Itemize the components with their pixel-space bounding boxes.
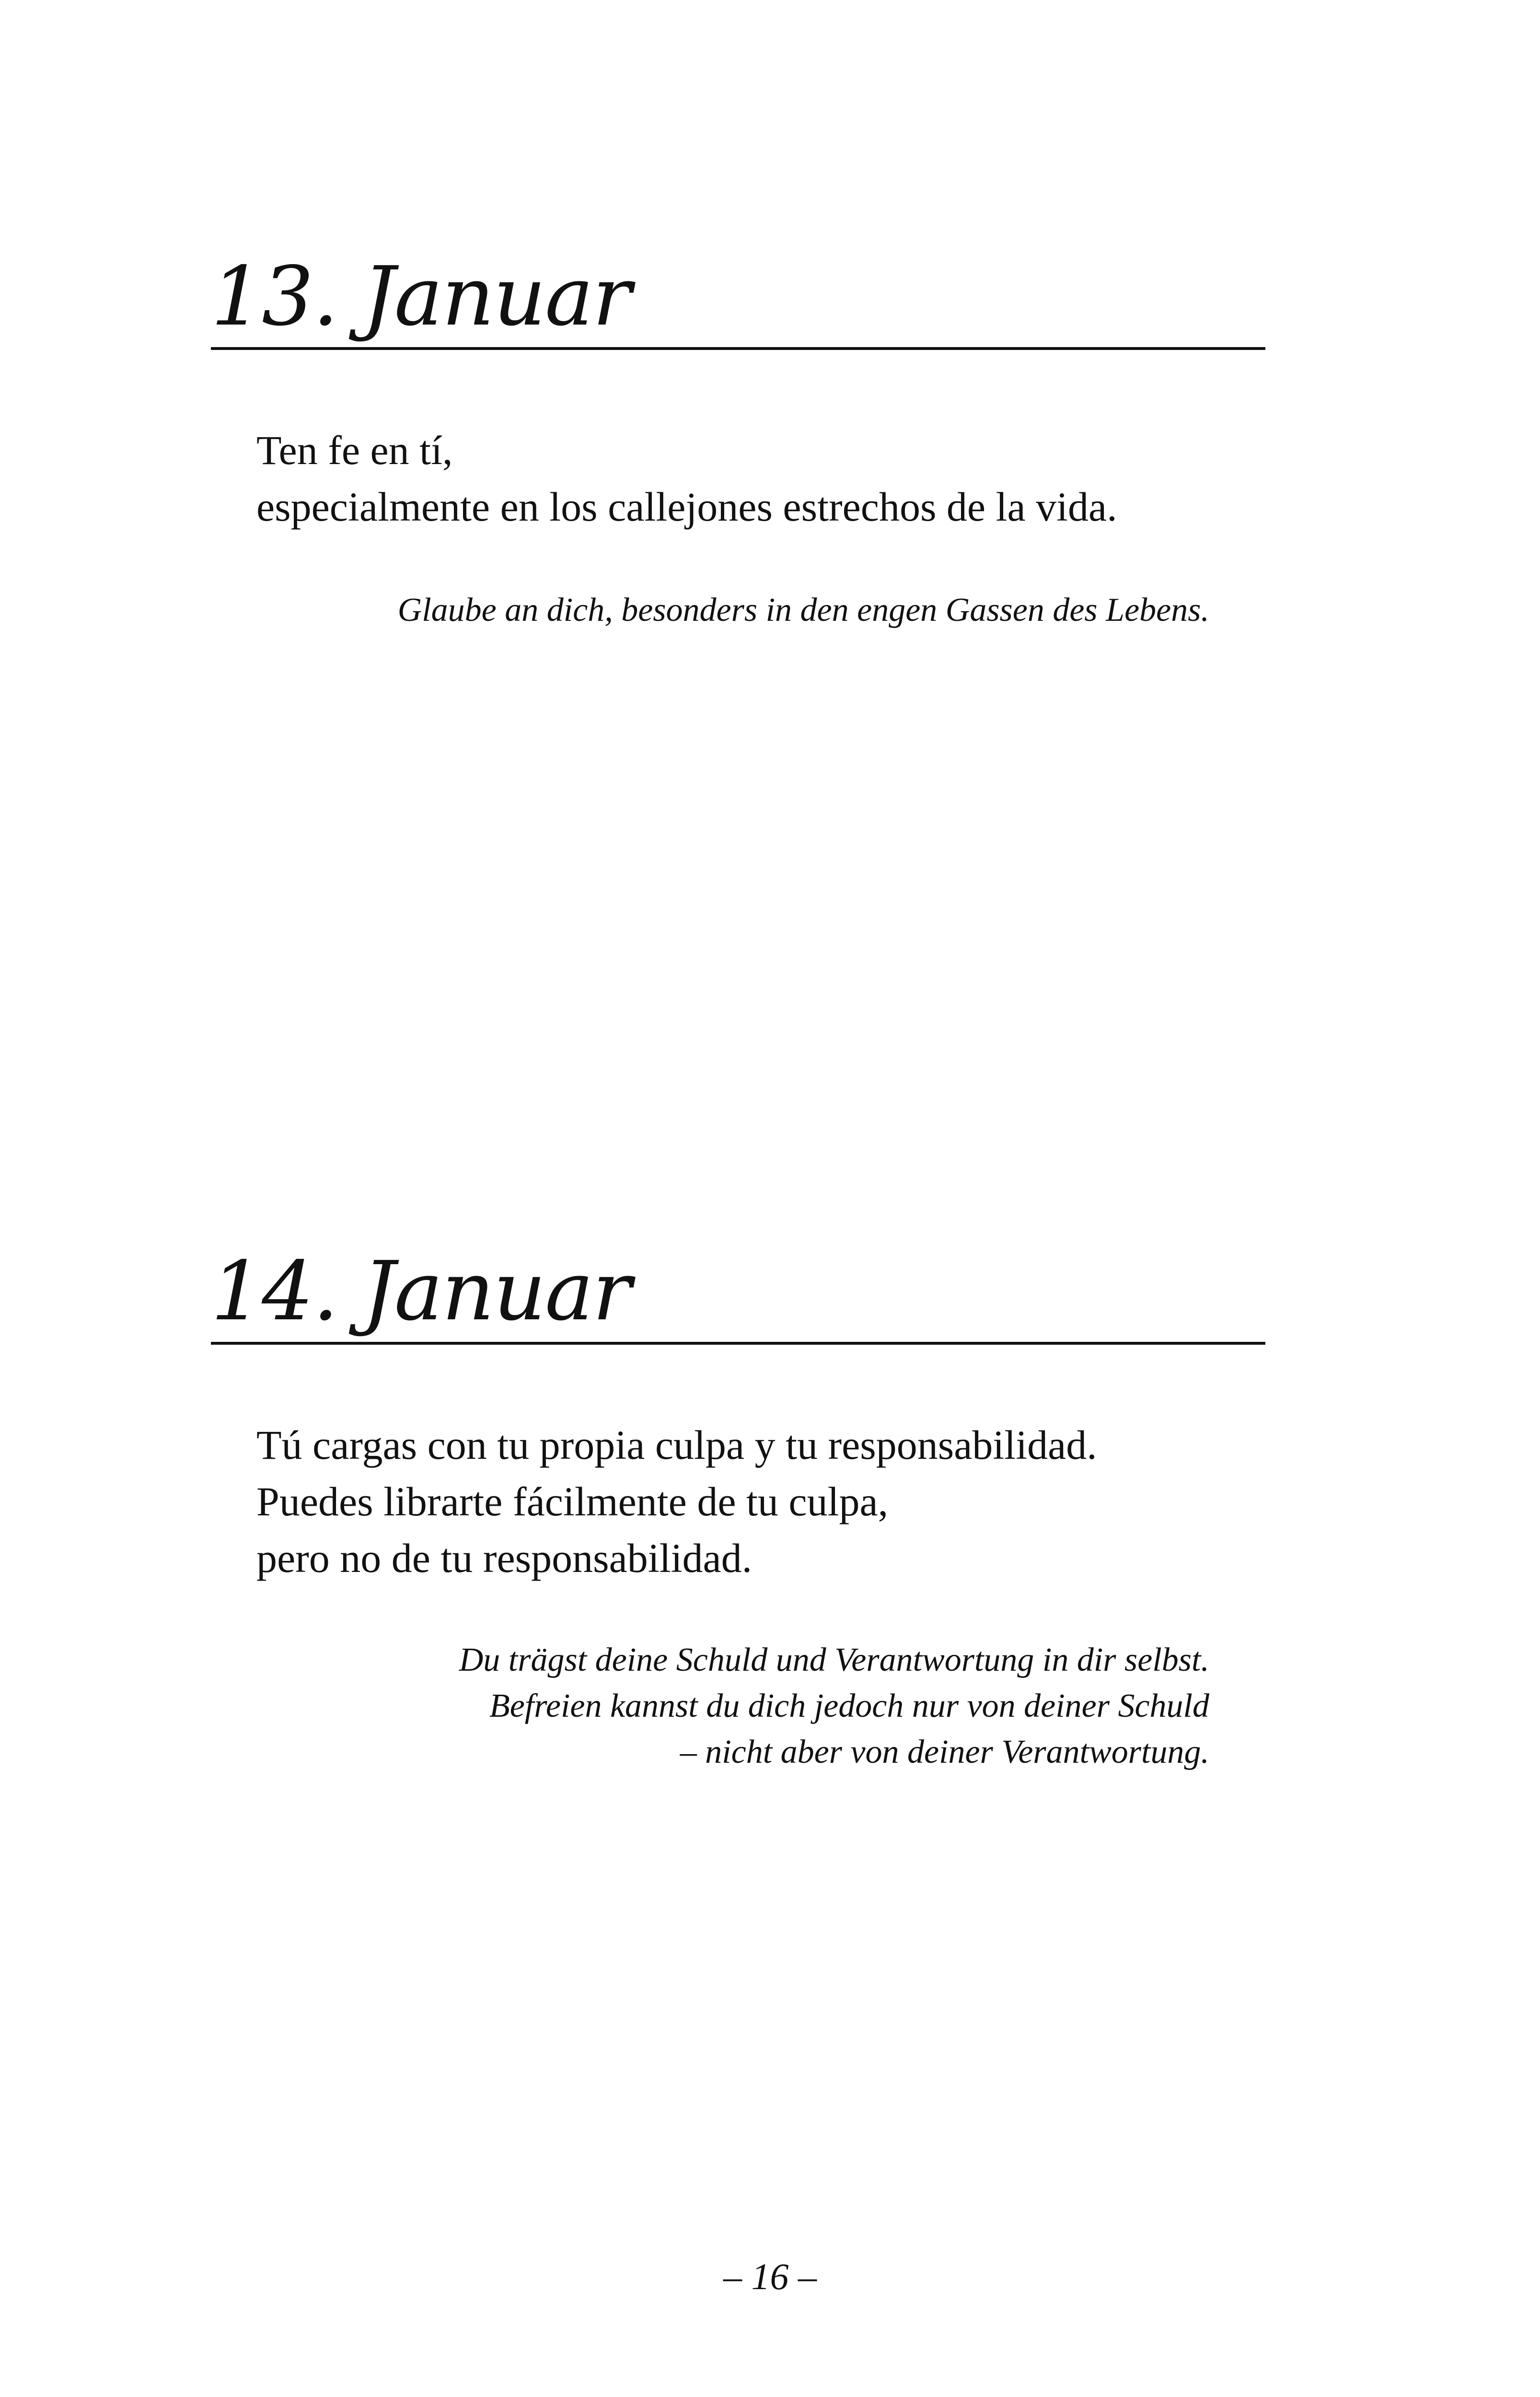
spanish-quote-line: Ten fe en tí, <box>256 427 453 473</box>
date-title: 14. Januar <box>211 1244 631 1339</box>
german-translation-line: Du trägst deine Schuld und Verantwortung in dir selbst. <box>459 1641 1209 1678</box>
german-translation <box>155 1637 1209 1775</box>
spanish-quote-line: Puedes librarte fácilmente de tu culpa, <box>256 1478 889 1524</box>
heading-underline <box>211 347 1265 350</box>
german-translation-line: – nicht aber von deiner Verantwortung. <box>680 1734 1209 1770</box>
spanish-quote-line: pero no de tu responsabilidad. <box>256 1535 753 1581</box>
german-translation-line: Glaube an dich, besonders in den engen Gassen des Lebens. <box>397 592 1209 628</box>
date-title: 13. Januar <box>211 249 631 344</box>
spanish-quote <box>256 422 1311 535</box>
heading-underline <box>211 1342 1265 1345</box>
page-number: – 16 – <box>723 2256 817 2297</box>
date-heading <box>211 1244 1265 1345</box>
spanish-quote <box>256 1417 1311 1586</box>
date-heading <box>211 249 1265 350</box>
spanish-quote-line: Tú cargas con tu propia culpa y tu responsabilidad. <box>256 1422 1097 1468</box>
german-translation-line: Befreien kannst du dich jedoch nur von deiner Schuld <box>489 1687 1209 1724</box>
spanish-quote-line: especialmente en los callejones estrechos de la vida. <box>256 484 1117 530</box>
german-translation <box>155 587 1209 633</box>
